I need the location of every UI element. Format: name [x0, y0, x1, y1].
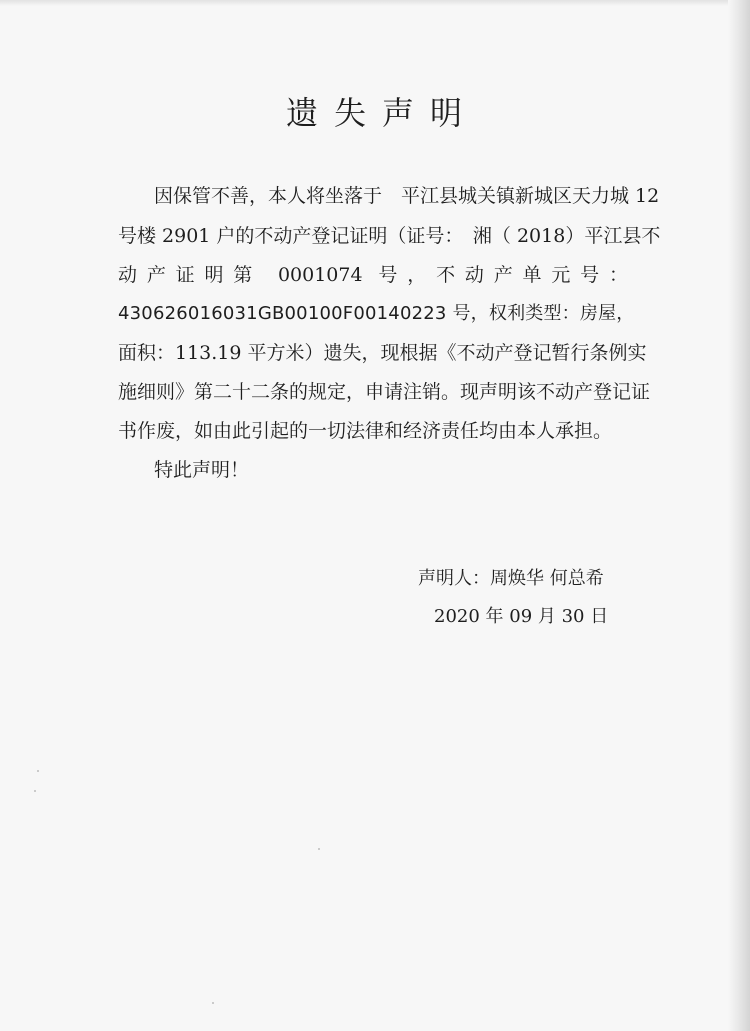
closing-statement: 特此声明！: [154, 459, 250, 481]
scan-speck: [37, 770, 39, 772]
scan-edge-right: [728, 0, 750, 1031]
body-line-1: 因保管不善，本人将坐落于 平江县城关镇新城区天力城 12: [154, 185, 660, 207]
declaration-date: 2020 年 09 月 30 日: [434, 606, 609, 627]
scan-speck: [34, 790, 36, 792]
declarant-signature: 声明人：周焕华 何总希: [418, 568, 604, 589]
scan-edge-top: [0, 0, 750, 6]
body-line-7: 书作废，如由此引起的一切法律和经济责任均由本人承担。: [118, 420, 613, 442]
document-title: 遗失声明: [285, 94, 478, 132]
body-line-4: 430626016031GB00100F00140223 号，权利类型：房屋，: [118, 303, 635, 324]
scan-speck: [318, 848, 320, 850]
body-line-3: 动产证明第 0001074 号，不动产单元号：: [118, 264, 628, 286]
body-line-2: 号楼 2901 户的不动产登记证明（证号： 湘（ 2018）平江县不: [118, 225, 661, 247]
scan-speck: [212, 1002, 214, 1004]
body-line-6: 施细则》第二十二条的规定，申请注销。现声明该不动产登记证: [118, 381, 651, 403]
body-line-5: 面积：113.19 平方米）遗失，现根据《不动产登记暂行条例实: [118, 342, 647, 364]
